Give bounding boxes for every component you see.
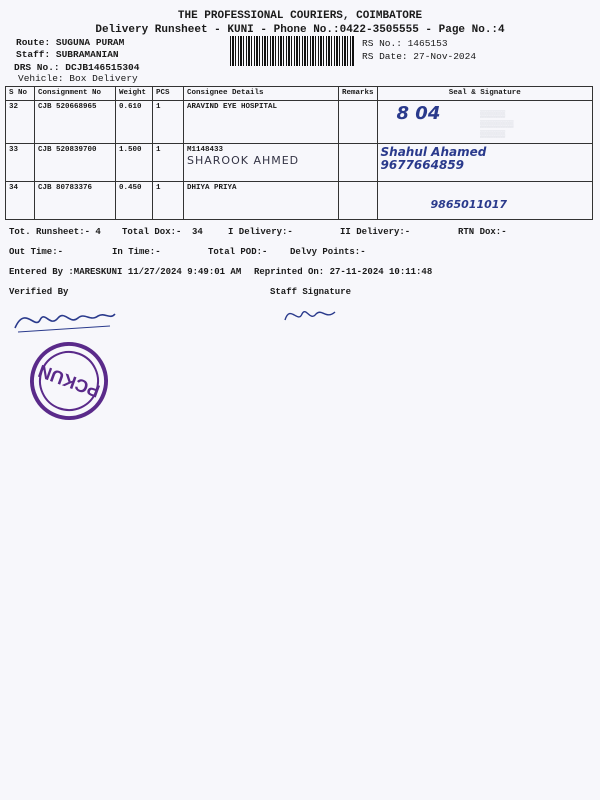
show-through-text: ▒▒▒▒▒▒ ▒▒▒▒▒▒▒▒ ▒▒▒▒▒▒ [480,111,514,139]
tot-runsheet: Tot. Runsheet:- 4 [9,227,101,237]
rs-date: RS Date: 27-Nov-2024 [362,51,477,62]
barcode [230,36,354,66]
office-stamp [19,331,119,431]
ii-delivery: II Delivery:- [340,227,411,237]
handwritten-signature: 8 04 [396,103,441,124]
col-header: PCS [153,87,184,101]
company-title: THE PROFESSIONAL COURIERS, COIMBATORE [177,10,423,22]
cell-consignment: CJB 80783376 [35,182,116,220]
cell-pcs: 1 [153,144,184,182]
col-header: Consignment No [35,87,116,101]
table-row [6,182,593,220]
col-header: Remarks [339,87,378,101]
cell-signature [377,144,592,182]
total-dox-label: Total Dox:- [122,227,182,237]
in-time: In Time:- [112,247,161,257]
cell-consignment: CJB 520839700 [35,144,116,182]
col-header: Consignee Details [184,87,339,101]
cell-pcs: 1 [153,182,184,220]
cell-weight: 0.450 [116,182,153,220]
cell-signature [377,101,592,144]
verified-by-label: Verified By [9,287,69,297]
reprinted-on: Reprinted On: 27-11-2024 10:11:48 [254,267,433,277]
verifier-signature [10,300,120,340]
runsheet-title: Delivery Runsheet - KUNI - Phone No.:0422-3505555 - Page No.:4 [95,24,505,36]
stamp-text: PCKUN [35,361,103,402]
cell-consignment: CJB 520668965 [35,101,116,144]
out-time: Out Time:- [9,247,64,257]
handwritten-name: SHAROOK AHMED [187,154,300,167]
table-row [6,144,593,182]
table-header-row [6,87,593,101]
cell-remarks [339,182,378,220]
table-row [6,101,593,144]
staff-label: Staff: SUBRAMANIAN [16,49,119,60]
cell-remarks [339,144,378,182]
cell-sno: 33 [6,144,35,182]
cell-consignee: ARAVIND EYE HOSPITAL [184,101,339,144]
col-header: Seal & Signature [377,87,592,101]
cell-consignee: DHIYA PRIYA [184,182,339,220]
cell-remarks [339,101,378,144]
cell-weight: 0.610 [116,101,153,144]
cell-weight: 1.500 [116,144,153,182]
consignee-code: M1148433 [187,146,224,154]
delvy-points: Delvy Points:- [290,247,366,257]
cell-sno: 32 [6,101,35,144]
col-header: S No [6,87,35,101]
col-header: Weight [116,87,153,101]
i-delivery: I Delivery:- [228,227,293,237]
cell-sno: 34 [6,182,35,220]
cell-consignee [184,144,339,182]
rs-no: RS No.: 1465153 [362,38,448,49]
drs-label: DRS No.: DCJB146515304 [14,62,140,73]
staff-signature [280,302,340,328]
rtn-dox: RTN Dox:- [458,227,507,237]
handwritten-signature: 9865011017 [430,198,508,211]
cell-signature [377,182,592,220]
route-label: Route: SUGUNA PURAM [16,37,125,48]
entered-by: Entered By :MARESKUNI 11/27/2024 9:49:01 AM [9,267,242,277]
total-pod: Total POD:- [208,247,268,257]
total-dox-value: 34 [192,227,203,237]
vehicle-label: Vehicle: Box Delivery [18,73,138,84]
staff-signature-label: Staff Signature [270,287,352,297]
cell-pcs: 1 [153,101,184,144]
handwritten-signature: Shahul Ahamed 9677664859 [380,145,487,172]
consignment-table [5,86,593,220]
